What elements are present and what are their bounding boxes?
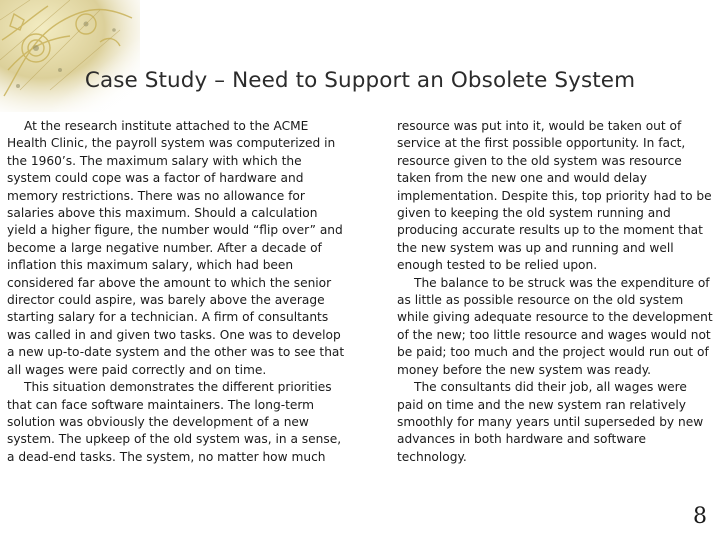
paragraph: The consultants did their job, all wages were paid on time and the new system ran relatively smoothly for many years until superseded by new advances in both hardware and software technology. (397, 380, 704, 464)
left-text-column (7, 118, 347, 466)
paragraph: This situation demonstrates the different priorities that can face software maintainers. The long-term solution was obviously the development of a new system. The upkeep of the old system was, in a sense, a dead-end tasks. The system, no matter how much (7, 380, 342, 464)
ornamental-corner-icon (0, 0, 140, 112)
page-number: 8 (693, 504, 707, 529)
slide-title: Case Study – Need to Support an Obsolete System (84, 68, 636, 93)
paragraph-continued: resource was put into it, would be taken out of service at the first possible opportunity. In fact, resource given to the old system was resource taken from the new one and would delay implementation. Despite this, top priority had to be given to keeping the old system running and producing accurate results up to the moment that the new system was up and running and well enough tested to be relied upon. (397, 119, 712, 273)
right-text-column (397, 118, 713, 466)
paragraph: The balance to be struck was the expenditure of as little as possible resource on the old system while giving adequate resource to the development of the new; too little resource and wages would not be paid; too much and the project would run out of money before the new system was ready. (397, 275, 713, 377)
paragraph: At the research institute attached to the ACME Health Clinic, the payroll system was computerized in the 1960’s. The maximum salary with which the system could cope was a factor of hardware and memory restrictions. There was no allowance for salaries above this maximum. Should a calculation yield a higher figure, the number would “flip over” and become a large negative number. After a decade of inflation this maximum salary, which had been considered far above the amount to which the senior director could aspire, was barely above the average starting salary for a technician. A firm of consultants was called in and given two tasks. One was to develop a new up-to-date system and the other was to see that all wages were paid correctly and on time. (7, 119, 345, 377)
